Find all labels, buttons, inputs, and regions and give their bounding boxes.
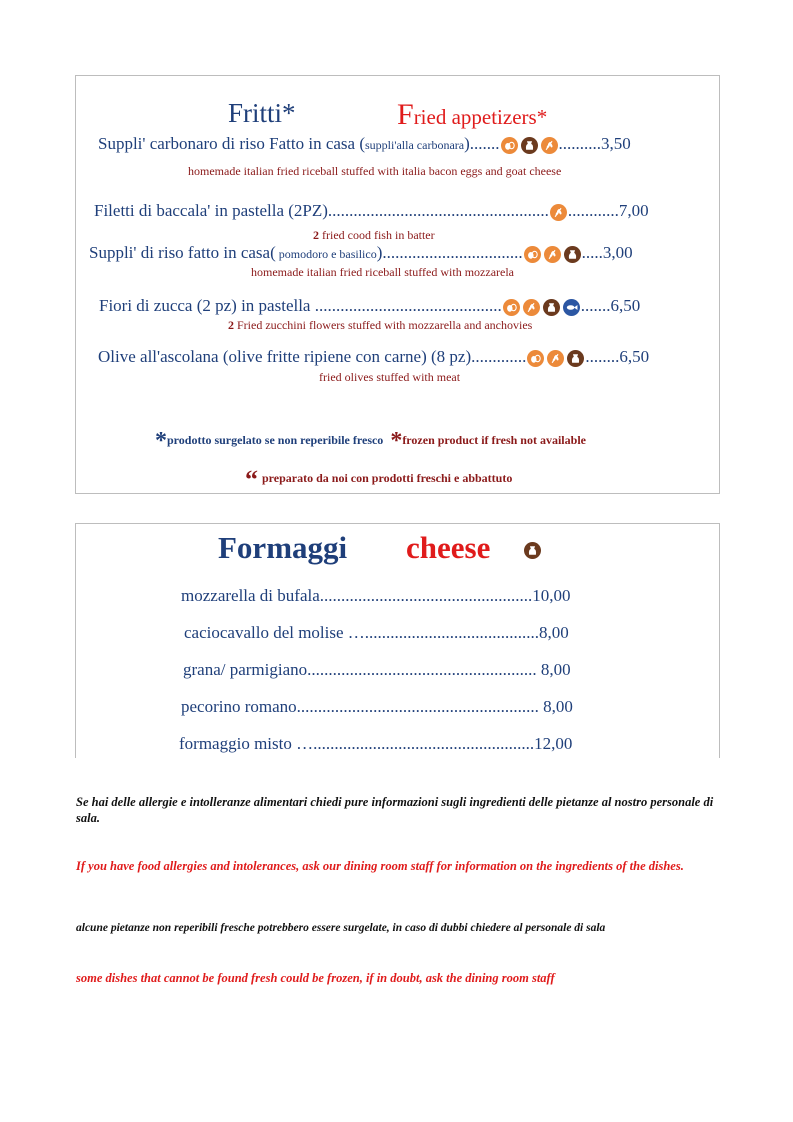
fritti-item bbox=[89, 243, 633, 263]
item-description-count: 2 bbox=[313, 228, 319, 242]
item-description-text: fried olives stuffed with meat bbox=[319, 370, 461, 384]
item-leader-dots: ....... bbox=[580, 296, 611, 315]
fritti-title-row bbox=[228, 98, 296, 129]
egg-icon bbox=[501, 137, 518, 154]
item-name: Fiori di zucca (2 pz) in pastella bbox=[99, 296, 311, 315]
item-name: Suppli' carbonaro di riso Fatto in casa ( bbox=[98, 134, 365, 153]
frozen-note-it: alcune pietanze non reperibili fresche potrebbero essere surgelate, in caso di dubbi chiedere al personale di sala bbox=[76, 922, 606, 934]
item-description-text: Fried zucchini flowers stuffed with mozzarella and anchovies bbox=[234, 318, 533, 332]
allergy-note-en: If you have food allergies and intolerances, ask our dining room staff for information on the ingredients of the dishes. bbox=[76, 859, 684, 873]
item-description bbox=[251, 265, 514, 280]
wheat-icon bbox=[541, 137, 558, 154]
wheat-icon bbox=[523, 299, 540, 316]
fritti-title-en: Fried appetizers* bbox=[397, 98, 548, 131]
cheese-item: caciocavallo del molise ….........................................8,00 bbox=[184, 623, 569, 642]
frozen-note-en: some dishes that cannot be found fresh could be frozen, if in doubt, ask the dining room staff bbox=[76, 971, 555, 985]
item-description bbox=[313, 228, 435, 243]
fritti-item bbox=[98, 347, 649, 367]
milk-icon bbox=[521, 137, 538, 154]
item-description-text: fried cood fish in batter bbox=[319, 228, 435, 242]
item-description bbox=[228, 318, 532, 333]
fritti-item bbox=[99, 296, 640, 316]
egg-icon bbox=[503, 299, 520, 316]
wheat-icon bbox=[550, 204, 567, 221]
item-leader-dots: .......... bbox=[558, 134, 602, 153]
fritti-item bbox=[98, 134, 631, 154]
item-description bbox=[188, 164, 561, 179]
item-description-count: 2 bbox=[228, 318, 234, 332]
milk-icon bbox=[524, 542, 541, 559]
item-price: 3,00 bbox=[602, 243, 633, 262]
item-leader-dots: ................................. bbox=[382, 243, 523, 262]
item-leader-dots: ............ bbox=[567, 201, 619, 220]
wheat-icon bbox=[547, 350, 564, 367]
cheese-item: mozzarella di bufala..................................................10,00 bbox=[181, 586, 571, 605]
fritti-item bbox=[94, 201, 649, 221]
item-description-text: homemade italian fried riceball stuffed with mozzarela bbox=[251, 265, 514, 279]
milk-icon bbox=[543, 299, 560, 316]
cheese-item: grana/ parmigiano...................................................... 8,00 bbox=[183, 660, 571, 679]
item-name-small: pomodoro e basilico bbox=[275, 247, 377, 261]
footnote-prepared: “ preparato da noi con prodotti freschi e abbattuto bbox=[245, 465, 513, 494]
item-price: 6,50 bbox=[619, 347, 650, 366]
fish-icon bbox=[563, 299, 580, 316]
fritti-title-it: Fritti* bbox=[228, 98, 296, 128]
footnote-frozen: *prodotto surgelato se non reperibile fresco *frozen product if fresh not available bbox=[155, 428, 586, 454]
formaggi-title-it: Formaggi bbox=[218, 530, 348, 565]
item-description-text: homemade italian fried riceball stuffed with italia bacon eggs and goat cheese bbox=[188, 164, 562, 178]
item-leader-dots: ....... bbox=[469, 134, 500, 153]
item-leader-dots: ........ bbox=[585, 347, 620, 366]
cheese-item: pecorino romano......................................................... 8,00 bbox=[181, 697, 573, 716]
item-leader-dots: ..... bbox=[581, 243, 603, 262]
item-price: 6,50 bbox=[610, 296, 641, 315]
item-description bbox=[319, 370, 460, 385]
allergen-icons bbox=[503, 299, 580, 316]
item-leader-dots: ............................................ bbox=[310, 296, 502, 315]
allergen-icons bbox=[550, 204, 567, 221]
allergen-icons bbox=[527, 350, 584, 367]
milk-icon bbox=[567, 350, 584, 367]
wheat-icon bbox=[544, 246, 561, 263]
milk-icon bbox=[564, 246, 581, 263]
formaggi-title-en: cheese bbox=[406, 530, 491, 565]
allergen-icons bbox=[501, 137, 558, 154]
item-leader-dots: ............. bbox=[471, 347, 527, 366]
egg-icon bbox=[524, 246, 541, 263]
item-name-close: ) bbox=[464, 134, 470, 153]
egg-icon bbox=[527, 350, 544, 367]
item-name: Filetti di baccala' in pastella (2PZ) bbox=[94, 201, 328, 220]
item-name: Olive all'ascolana (olive fritte ripiene con carne) (8 pz) bbox=[98, 347, 472, 366]
item-leader-dots: .................................................... bbox=[327, 201, 549, 220]
item-name: Suppli' di riso fatto in casa( bbox=[89, 243, 276, 262]
cheese-item: formaggio misto …....................................................12,00 bbox=[179, 734, 573, 753]
allergen-icons bbox=[524, 246, 581, 263]
item-price: 7,00 bbox=[618, 201, 649, 220]
item-name-close: ) bbox=[376, 243, 383, 262]
allergy-note-it: Se hai delle allergie e intolleranze alimentari chiedi pure informazioni sugli ingredienti delle pietanze al nostro personale di sala. bbox=[76, 795, 714, 825]
item-name-small: suppli'alla carbonara bbox=[364, 138, 465, 152]
formaggi-title-row bbox=[218, 530, 347, 566]
item-price: 3,50 bbox=[601, 134, 631, 153]
